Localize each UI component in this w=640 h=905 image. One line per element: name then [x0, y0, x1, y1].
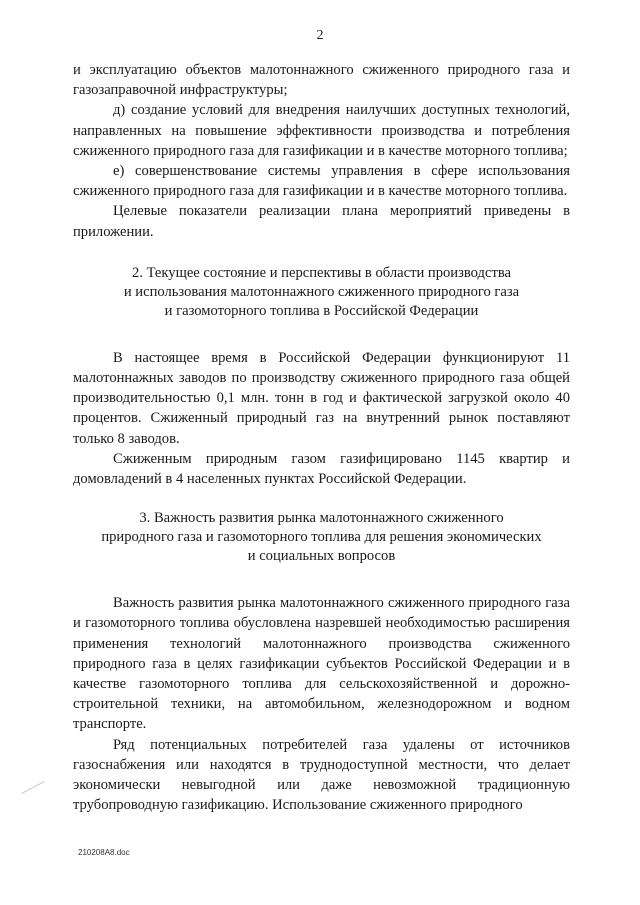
paragraph-continuation: и эксплуатацию объектов малотоннажного сжиженного природного газа и газозаправочной инфраструктуры; — [73, 62, 570, 99]
paragraph-target-indicators: Целевые показатели реализации плана мероприятий приведены в приложении. — [73, 203, 570, 240]
spacer — [73, 566, 570, 593]
section-3-heading — [73, 509, 570, 566]
spacer — [73, 489, 570, 509]
paragraph-importance: Важность развития рынка малотоннажного сжиженного природного газа и газомоторного топлива обусловлена назревшей необходимостью расширения применения технологий малотоннажного производства сжиженного природного газа в целях газификации субъектов Российской Федерации и в качестве газомоторного топлива для сельскохозяйственной и дорожно-строительной техники, на автомобильном, железнодорожном и водном транспорте. — [73, 595, 570, 733]
section-heading-line: и газомоторного топлива в Российской Федерации — [164, 302, 479, 319]
list-item-e: е) совершенствование системы управления в сфере использования сжиженного природного газа для газификации и в качестве моторного топлива. — [73, 163, 570, 200]
section-heading-line: природного газа и газомоторного топлива для решения экономических — [101, 529, 542, 546]
scan-artifact — [21, 781, 44, 794]
list-item-d: д) создание условий для внедрения наилучших доступных технологий, направленных на повышение эффективности производства и потребления сжиженного природного газа для газификации и в качестве моторного топлива; — [73, 102, 570, 159]
paragraph-potential-consumers: Ряд потенциальных потребителей газа удалены от источников газоснабжения или находятся в труднодоступной местности, что делает экономически невыгодной или даже невозможной традиционную трубопроводную газификацию. Использование сжиженного природного — [73, 736, 570, 814]
section-heading-line: и использования малотоннажного сжиженного природного газа — [123, 283, 520, 300]
page-number: 2 — [316, 28, 324, 43]
footer-file-code: 210208A8.doc — [78, 848, 130, 857]
document-body — [73, 60, 570, 815]
section-heading-line: и социальных вопросов — [247, 548, 396, 565]
section-heading-line: 3. Важность развития рынка малотоннажного сжиженного — [139, 510, 504, 527]
paragraph-gasified-apartments: Сжиженным природным газом газифицировано 1145 квартир и домовладений в 4 населенных пунктах Российской Федерации. — [73, 450, 570, 488]
section-heading-line: 2. Текущее состояние и перспективы в области производства — [131, 264, 512, 281]
paragraph-current-state: В настоящее время в Российской Федерации функционируют 11 малотоннажных заводов по производству сжиженного природного газа общей производительностью 0,1 млн. тонн в год и фактической загрузкой около 40 процентов. Сжиженный природный газ на внутренний рынок поставляют только 8 заводов. — [73, 349, 570, 447]
spacer — [73, 242, 570, 264]
spacer — [73, 321, 570, 348]
section-2-heading — [73, 264, 570, 321]
